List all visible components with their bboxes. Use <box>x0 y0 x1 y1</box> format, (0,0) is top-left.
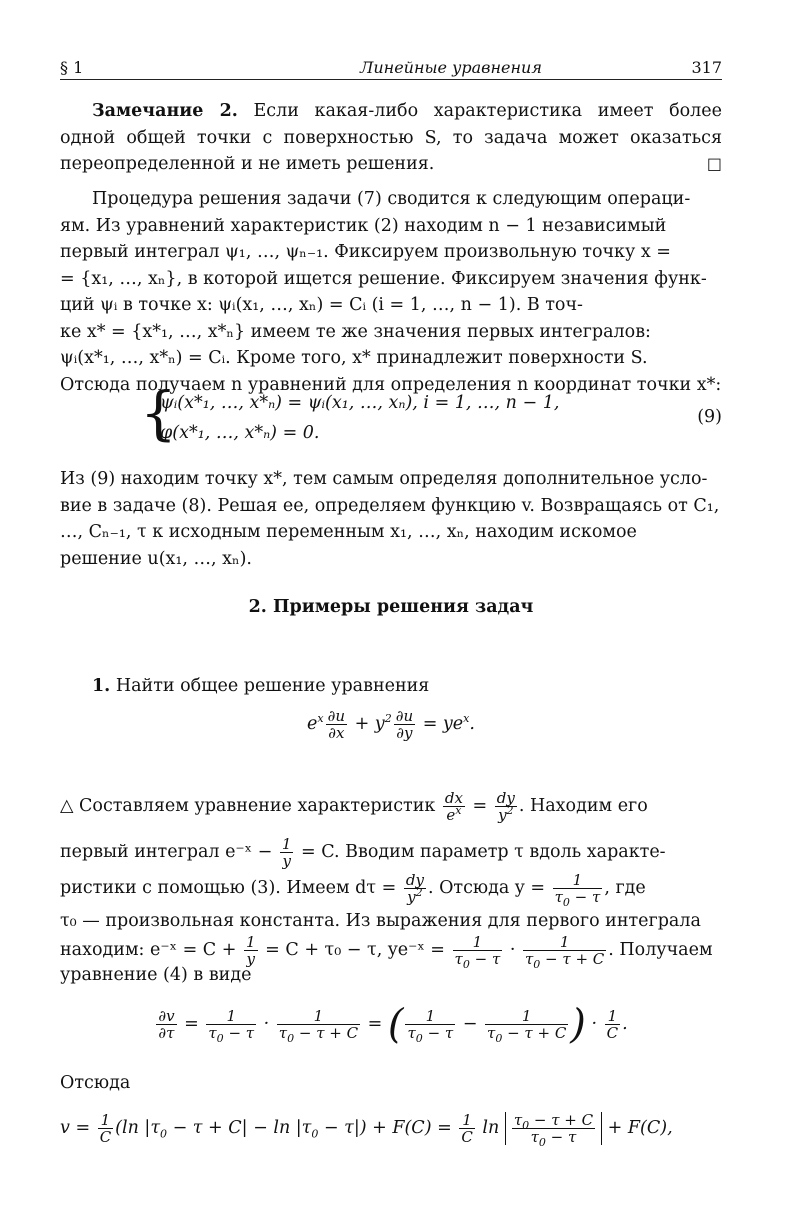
running-header <box>60 58 722 82</box>
remark-paragraph <box>60 98 722 178</box>
header-rule <box>60 79 722 80</box>
remark-label: Замечание 2. <box>92 101 238 121</box>
running-title: Линейные уравнения <box>360 58 542 77</box>
problem-text: Найти общее решение уравнения <box>115 676 430 696</box>
left-brace: { <box>140 379 177 447</box>
qed-icon: □ <box>706 154 722 173</box>
after-system-line: решение u(x₁, …, xₙ). <box>60 548 252 569</box>
solution-text: △ Составляем уравнение характеристик <box>60 796 436 816</box>
procedure-line: ψᵢ(x*₁, …, x*ₙ) = Cᵢ. Кроме того, x* принадлежит поверхности S. <box>60 348 648 368</box>
remark-text: Если какая-либо характеристика имеет более одной общей точки с поверхностью S, то задача может оказаться переопределенной и не иметь решения. <box>60 101 722 174</box>
section-heading: 2. Примеры решения задач <box>248 597 534 617</box>
procedure-line: Процедура решения задачи (7) сводится к следующим операци- <box>92 189 691 209</box>
procedure-line: первый интеграл ψ₁, …, ψₙ₋₁. Фиксируем произвольную точку x = <box>60 242 671 262</box>
solution-text: ристики с помощью (3). Имеем dτ = <box>60 878 397 898</box>
equation-v-solution: v = $\frac{1}{C}$ (ln $|\tau_0 - \tau + C| - \ln |\tau_0 - \tau|) + F(C)$ = $\frac{1}{C}$ ln $\frac{\tau_0 - \tau + C}{\tau_0 - \tau}$ + F(C), <box>60 1111 673 1149</box>
otsyuda-text: Отсюда <box>60 1073 131 1093</box>
after-system-paragraph <box>60 466 722 572</box>
solution-line-5: находим: e⁻ˣ = C + $\frac{1}{y}$ = C + τ₀ − τ, ye⁻ˣ = $\frac{1}{\tau_0 - \tau}$ · $\frac{1}{\tau_0 - \tau + C}$ . Получаем <box>60 933 713 971</box>
procedure-line: ций ψᵢ в точке x: ψᵢ(x₁, …, xₙ) = Cᵢ (i = 1, …, n − 1). В точ- <box>60 295 583 315</box>
procedure-line: Отсюда получаем n уравнений для определения n координат точки x*: <box>60 374 722 395</box>
solution-text: = C + τ₀ − τ, ye⁻ˣ = <box>265 940 445 960</box>
solution-text: . Отсюда y = <box>427 878 546 898</box>
solution-text: , где <box>604 878 646 898</box>
equation-number: (9) <box>697 407 722 427</box>
after-system-line: …, Cₙ₋₁, τ к исходным переменным x₁, …, xₙ, находим искомое <box>60 522 637 542</box>
problem-number: 1. <box>92 676 111 696</box>
solution-text: = C. Вводим параметр τ вдоль характе- <box>301 842 666 862</box>
after-system-line: вие в задаче (8). Решая ее, определяем функцию v. Возвращаясь от C₁, <box>60 495 720 516</box>
solution-line-6: уравнение (4) в виде <box>60 965 252 985</box>
section-number: § 1 <box>60 58 84 77</box>
procedure-line: = {x₁, …, xₙ}, в которой ищется решение. Фиксируем значения функ- <box>60 268 707 289</box>
procedure-line: ям. Из уравнений характеристик (2) находим n − 1 независимый <box>60 215 667 236</box>
page-number: 317 <box>691 58 722 77</box>
solution-line-3: ристики с помощью (3). Имеем dτ = $\frac{dy}{y^2}$ . Отсюда y = $\frac{1}{\tau_0 - \tau}$ , где <box>60 871 646 909</box>
procedure-paragraph <box>60 186 722 398</box>
problem-statement <box>60 673 722 700</box>
solution-line-2: первый интеграл e⁻ˣ − $\frac{1}{y}$ = C. Вводим параметр τ вдоль характе- <box>60 835 666 870</box>
solution-text: . Получаем <box>608 940 713 960</box>
procedure-line: ке x* = {x*₁, …, x*ₙ} имеем те же значения первых интегралов: <box>60 321 651 342</box>
system-equation-2: φ(x*₁, …, x*ₙ) = 0. <box>160 423 320 443</box>
solution-text: находим: e⁻ˣ = C + <box>60 940 237 960</box>
solution-line-4: τ₀ — произвольная константа. Из выражения для первого интеграла <box>60 911 701 931</box>
after-system-line: Из (9) находим точку x*, тем самым определяя дополнительное усло- <box>60 469 708 489</box>
problem-equation: $e^x$ $\frac{\partial u}{\partial x}$ + $y^2$ $\frac{\partial u}{\partial y}$ = $ye^x$. <box>307 707 475 742</box>
equation-dv-dtau: $\frac{\partial v}{\partial\tau}$ = $\frac{1}{\tau_0 - \tau}$ · $\frac{1}{\tau_0 - \tau + C}$ = ( $\frac{1}{\tau_0 - \tau}$ − $\frac{1}{\tau_0 - \tau + C}$ ) · $\frac{1}{C}$ . <box>158 1001 628 1048</box>
system-equation-1: ψᵢ(x*₁, …, x*ₙ) = ψᵢ(x₁, …, xₙ), i = 1, …, n − 1, <box>160 393 560 413</box>
solution-line-1: △ Составляем уравнение характеристик $\frac{dx}{e^x}$ = $\frac{dy}{y^2}$ . Находим его <box>60 789 648 824</box>
solution-text: первый интеграл e⁻ˣ − <box>60 842 273 862</box>
solution-text: Находим его <box>529 796 648 816</box>
